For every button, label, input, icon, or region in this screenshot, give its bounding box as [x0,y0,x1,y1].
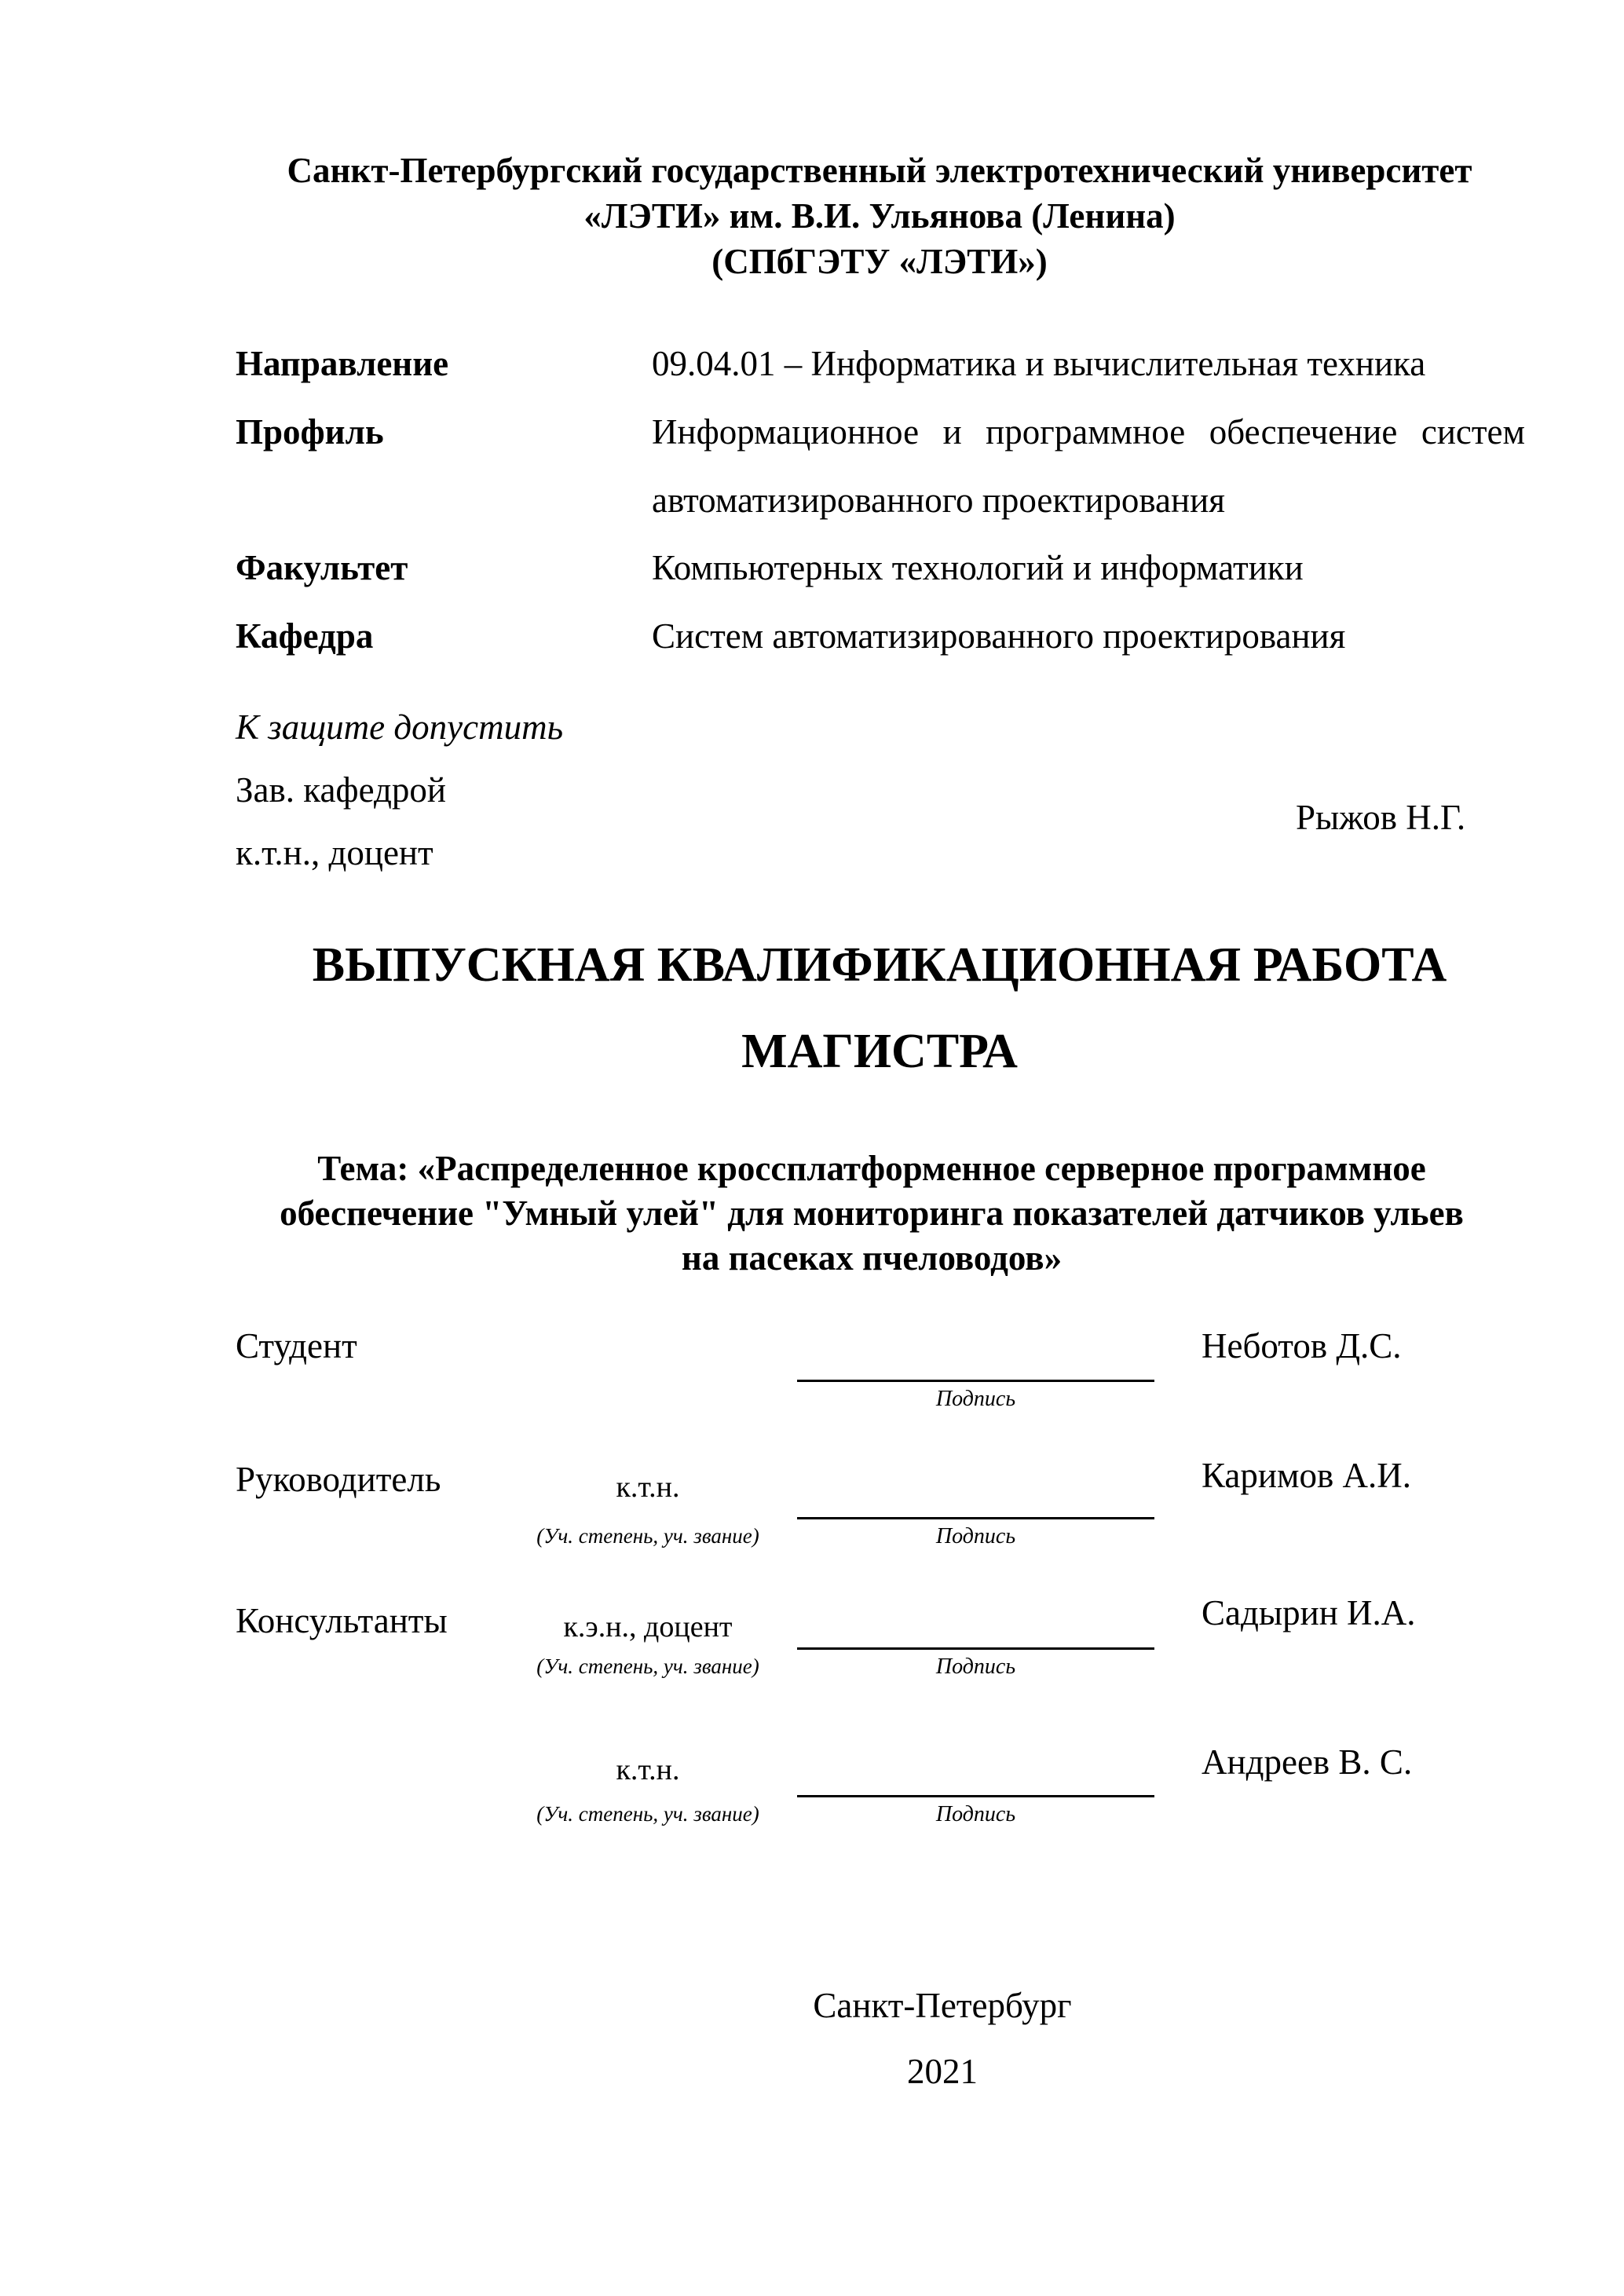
work-title-line1: ВЫПУСКНАЯ КВАЛИФИКАЦИОННАЯ РАБОТА [312,938,1447,992]
work-title-line2: МАГИСТРА [741,1025,1018,1078]
footer-city: Санкт-Петербург [813,1986,1072,2025]
supervisor-degree: к.т.н. [616,1471,680,1504]
student-signature-line [797,1380,1154,1382]
student-signature-hint: Подпись [935,1387,1016,1411]
consultant2-signature-line [797,1795,1154,1797]
direction-value: 09.04.01 – Информатика и вычислительная техника [652,344,1426,383]
consultant2-degree: к.т.н. [616,1753,680,1786]
supervisor-signature-hint: Подпись [935,1524,1016,1548]
university-name-line1: Санкт-Петербургский государственный электротехнический университет [287,151,1472,190]
student-name: Неботов Д.С. [1202,1326,1402,1366]
department-head-name: Рыжов Н.Г. [1296,798,1466,837]
profile-label: Профиль [236,412,384,452]
faculty-label: Факультет [236,548,408,587]
consultant1-degree: к.э.н., доцент [563,1610,733,1643]
consultant2-signature-hint: Подпись [935,1802,1016,1826]
consultant1-signature-hint: Подпись [935,1654,1016,1679]
consultant1-signature-line [797,1647,1154,1650]
supervisor-role-label: Руководитель [236,1460,441,1499]
faculty-value: Компьютерных технологий и информатики [652,548,1304,587]
university-header [236,148,1523,284]
supervisor-degree-hint: (Уч. степень, уч. звание) [536,1524,759,1548]
supervisor-signature-line [797,1517,1154,1519]
student-role-label: Студент [236,1326,357,1366]
consultants-role-label: Консультанты [236,1601,448,1640]
theme-line1: Тема: «Распределенное кроссплатформенное серверное программное [317,1149,1426,1188]
department-label: Кафедра [236,616,374,656]
footer-year: 2021 [907,2052,978,2091]
admission-permit-text: К защите допустить [236,707,564,747]
theme-line3: на пасеках пчеловодов» [681,1238,1063,1278]
department-head-degree: к.т.н., доцент [236,833,433,872]
theme-line2: обеспечение "Умный улей" для мониторинга показателей датчиков ульев [280,1194,1464,1233]
consultant2-name: Андреев В. С. [1202,1742,1413,1782]
consultant1-degree-hint: (Уч. степень, уч. звание) [536,1654,759,1678]
profile-value-line1: Информационное и программное обеспечение систем [652,412,1525,452]
department-value: Систем автоматизированного проектирования [652,616,1346,656]
university-name-line2: «ЛЭТИ» им. В.И. Ульянова (Ленина) [583,196,1176,236]
university-name-line3: (СПбГЭТУ «ЛЭТИ») [711,242,1048,281]
consultant1-name: Садырин И.А. [1202,1593,1416,1632]
department-head-title: Зав. кафедрой [236,770,446,810]
direction-label: Направление [236,344,449,383]
supervisor-name: Каримов А.И. [1202,1456,1411,1495]
profile-value-line2: автоматизированного проектирования [652,481,1225,520]
consultant2-degree-hint: (Уч. степень, уч. звание) [536,1802,759,1826]
theme [220,1146,1523,1281]
